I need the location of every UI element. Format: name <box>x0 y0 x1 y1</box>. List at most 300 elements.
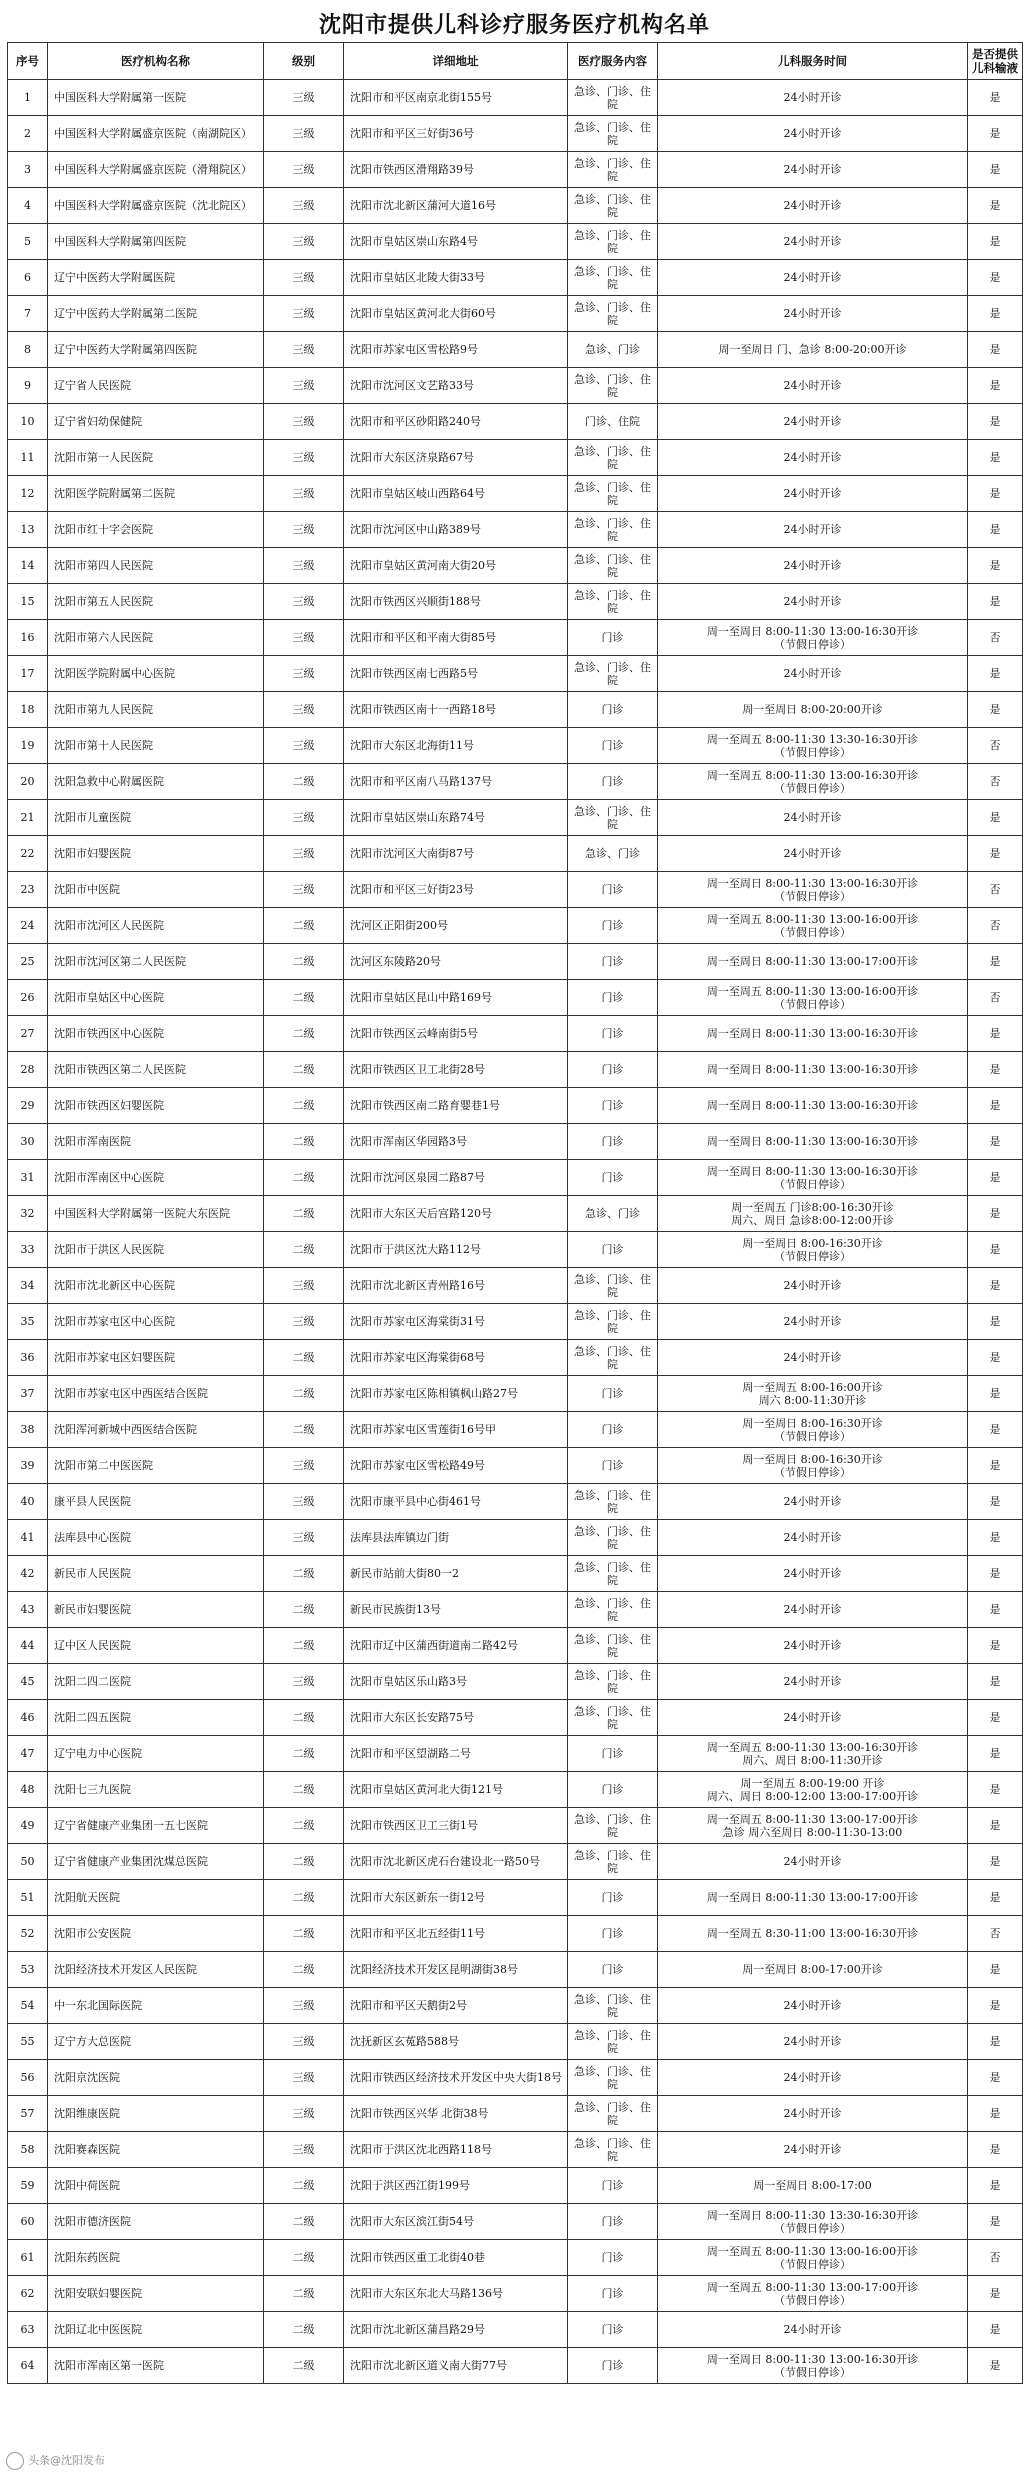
cell-infusion: 否 <box>968 728 1023 764</box>
cell-name: 沈阳市浑南区第一医院 <box>48 2348 264 2384</box>
cell-infusion: 是 <box>968 1664 1023 1700</box>
table-row <box>8 1628 1023 1664</box>
header-services: 医疗服务内容 <box>568 43 658 80</box>
cell-index: 4 <box>8 188 48 224</box>
cell-address: 沈阳市铁西区兴华 北街38号 <box>344 2096 568 2132</box>
cell-index: 15 <box>8 584 48 620</box>
table-row <box>8 2024 1023 2060</box>
table-row <box>8 1268 1023 1304</box>
cell-services: 急诊、门诊、住院 <box>568 1592 658 1628</box>
cell-address: 沈阳市铁西区云峰南街5号 <box>344 1016 568 1052</box>
cell-hours: 周一至周日 8:00-16:30开诊 （节假日停诊） <box>658 1448 968 1484</box>
cell-index: 1 <box>8 80 48 116</box>
cell-name: 沈阳市公安医院 <box>48 1916 264 1952</box>
cell-infusion: 否 <box>968 980 1023 1016</box>
cell-infusion: 是 <box>968 296 1023 332</box>
cell-address: 沈阳市皇姑区乐山路3号 <box>344 1664 568 1700</box>
cell-address: 沈阳市和平区北五经街11号 <box>344 1916 568 1952</box>
cell-index: 39 <box>8 1448 48 1484</box>
cell-level: 三级 <box>264 692 344 728</box>
cell-index: 34 <box>8 1268 48 1304</box>
cell-level: 三级 <box>264 872 344 908</box>
table-row <box>8 296 1023 332</box>
cell-address: 沈河区正阳街200号 <box>344 908 568 944</box>
cell-address: 沈阳市铁西区重工北街40巷 <box>344 2240 568 2276</box>
table-row <box>8 836 1023 872</box>
cell-index: 3 <box>8 152 48 188</box>
cell-level: 三级 <box>264 548 344 584</box>
cell-name: 沈阳市德济医院 <box>48 2204 264 2240</box>
table-row <box>8 1700 1023 1736</box>
table-row <box>8 404 1023 440</box>
cell-level: 三级 <box>264 728 344 764</box>
cell-services: 门诊 <box>568 1052 658 1088</box>
cell-infusion: 是 <box>968 800 1023 836</box>
cell-index: 56 <box>8 2060 48 2096</box>
cell-infusion: 是 <box>968 1628 1023 1664</box>
cell-hours: 周一至周五 8:30-11:00 13:00-16:30开诊 <box>658 1916 968 1952</box>
cell-level: 三级 <box>264 836 344 872</box>
cell-address: 沈阳市沈北新区青州路16号 <box>344 1268 568 1304</box>
cell-services: 急诊、门诊、住院 <box>568 1808 658 1844</box>
table-row <box>8 1052 1023 1088</box>
cell-name: 沈阳市中医院 <box>48 872 264 908</box>
cell-services: 门诊 <box>568 728 658 764</box>
table-row <box>8 1484 1023 1520</box>
cell-index: 43 <box>8 1592 48 1628</box>
cell-index: 14 <box>8 548 48 584</box>
table-row <box>8 872 1023 908</box>
header-hours: 儿科服务时间 <box>658 43 968 80</box>
cell-services: 门诊 <box>568 1952 658 1988</box>
cell-address: 沈阳市皇姑区黄河北大街121号 <box>344 1772 568 1808</box>
table-row <box>8 1376 1023 1412</box>
cell-index: 59 <box>8 2168 48 2204</box>
cell-level: 三级 <box>264 656 344 692</box>
cell-level: 二级 <box>264 908 344 944</box>
cell-name: 辽宁省人民医院 <box>48 368 264 404</box>
cell-name: 沈阳市沈河区人民医院 <box>48 908 264 944</box>
cell-hours: 周一至周日 8:00-16:30开诊 （节假日停诊） <box>658 1232 968 1268</box>
cell-level: 二级 <box>264 1556 344 1592</box>
cell-address: 沈阳市沈河区中山路389号 <box>344 512 568 548</box>
cell-address: 沈阳市苏家屯区雪莲街16号甲 <box>344 1412 568 1448</box>
cell-infusion: 是 <box>968 80 1023 116</box>
header-index: 序号 <box>8 43 48 80</box>
cell-address: 沈阳市皇姑区崇山东路74号 <box>344 800 568 836</box>
cell-address: 新民市站前大街80一2 <box>344 1556 568 1592</box>
table-row <box>8 2168 1023 2204</box>
cell-level: 三级 <box>264 1664 344 1700</box>
cell-name: 辽宁省健康产业集团一五七医院 <box>48 1808 264 1844</box>
cell-name: 中国医科大学附属第四医院 <box>48 224 264 260</box>
cell-hours: 24小时开诊 <box>658 368 968 404</box>
cell-hours: 24小时开诊 <box>658 2096 968 2132</box>
cell-address: 沈阳于洪区西江街199号 <box>344 2168 568 2204</box>
cell-index: 20 <box>8 764 48 800</box>
cell-services: 急诊、门诊、住院 <box>568 2024 658 2060</box>
cell-index: 35 <box>8 1304 48 1340</box>
cell-level: 二级 <box>264 1592 344 1628</box>
cell-hours: 24小时开诊 <box>658 1844 968 1880</box>
cell-level: 三级 <box>264 404 344 440</box>
cell-name: 沈阳京沈医院 <box>48 2060 264 2096</box>
cell-name: 沈阳二四二医院 <box>48 1664 264 1700</box>
cell-address: 沈阳市和平区三好街36号 <box>344 116 568 152</box>
cell-infusion: 是 <box>968 1556 1023 1592</box>
cell-hours: 24小时开诊 <box>658 1304 968 1340</box>
cell-services: 门诊 <box>568 872 658 908</box>
cell-index: 19 <box>8 728 48 764</box>
cell-address: 沈阳市皇姑区北陵大街33号 <box>344 260 568 296</box>
cell-name: 沈阳市第二中医医院 <box>48 1448 264 1484</box>
cell-hours: 周一至周日 8:00-17:00开诊 <box>658 1952 968 1988</box>
cell-services: 门诊 <box>568 1880 658 1916</box>
cell-address: 沈抚新区玄菟路588号 <box>344 2024 568 2060</box>
cell-name: 沈阳安联妇婴医院 <box>48 2276 264 2312</box>
cell-address: 沈阳经济技术开发区昆明湖街38号 <box>344 1952 568 1988</box>
cell-hours: 24小时开诊 <box>658 2024 968 2060</box>
cell-name: 中国医科大学附属第一医院大东医院 <box>48 1196 264 1232</box>
cell-services: 急诊、门诊 <box>568 836 658 872</box>
table-row <box>8 584 1023 620</box>
cell-name: 沈阳七三九医院 <box>48 1772 264 1808</box>
cell-index: 53 <box>8 1952 48 1988</box>
cell-level: 二级 <box>264 1016 344 1052</box>
table-row <box>8 1916 1023 1952</box>
cell-hours: 24小时开诊 <box>658 188 968 224</box>
cell-level: 三级 <box>264 476 344 512</box>
cell-level: 二级 <box>264 1844 344 1880</box>
cell-services: 急诊、门诊、住院 <box>568 80 658 116</box>
cell-index: 55 <box>8 2024 48 2060</box>
cell-name: 沈阳市儿童医院 <box>48 800 264 836</box>
cell-services: 急诊、门诊、住院 <box>568 1664 658 1700</box>
cell-address: 沈阳市铁西区卫工北街28号 <box>344 1052 568 1088</box>
cell-address: 沈阳市铁西区南十一西路18号 <box>344 692 568 728</box>
cell-level: 三级 <box>264 2024 344 2060</box>
cell-address: 沈阳市和平区砂阳路240号 <box>344 404 568 440</box>
cell-address: 沈阳市和平区天鹅街2号 <box>344 1988 568 2024</box>
cell-index: 2 <box>8 116 48 152</box>
cell-hours: 24小时开诊 <box>658 656 968 692</box>
cell-hours: 24小时开诊 <box>658 440 968 476</box>
cell-services: 急诊、门诊、住院 <box>568 800 658 836</box>
cell-hours: 周一至周日 8:00-11:30 13:00-17:00开诊 <box>658 944 968 980</box>
cell-address: 沈阳市苏家屯区陈相镇枫山路27号 <box>344 1376 568 1412</box>
cell-address: 沈阳市于洪区沈北西路118号 <box>344 2132 568 2168</box>
cell-infusion: 是 <box>968 1808 1023 1844</box>
cell-name: 法库县中心医院 <box>48 1520 264 1556</box>
cell-hours: 周一至周五 8:00-11:30 13:00-16:30开诊 （节假日停诊） <box>658 764 968 800</box>
cell-services: 门诊 <box>568 1016 658 1052</box>
cell-level: 二级 <box>264 2204 344 2240</box>
cell-name: 沈阳市第一人民医院 <box>48 440 264 476</box>
cell-index: 50 <box>8 1844 48 1880</box>
cell-hours: 24小时开诊 <box>658 80 968 116</box>
cell-index: 9 <box>8 368 48 404</box>
cell-level: 二级 <box>264 2312 344 2348</box>
cell-name: 辽宁中医药大学附属医院 <box>48 260 264 296</box>
cell-index: 22 <box>8 836 48 872</box>
cell-index: 45 <box>8 1664 48 1700</box>
cell-index: 13 <box>8 512 48 548</box>
cell-infusion: 是 <box>968 836 1023 872</box>
cell-hours: 24小时开诊 <box>658 1700 968 1736</box>
cell-infusion: 是 <box>968 260 1023 296</box>
cell-index: 33 <box>8 1232 48 1268</box>
cell-index: 26 <box>8 980 48 1016</box>
cell-hours: 周一至周五 8:00-11:30 13:00-17:00开诊 （节假日停诊） <box>658 2276 968 2312</box>
cell-address: 沈阳市皇姑区黄河北大街60号 <box>344 296 568 332</box>
cell-level: 三级 <box>264 188 344 224</box>
cell-infusion: 是 <box>968 1772 1023 1808</box>
cell-name: 沈阳市第六人民医院 <box>48 620 264 656</box>
cell-infusion: 是 <box>968 1304 1023 1340</box>
cell-hours: 24小时开诊 <box>658 476 968 512</box>
table-row <box>8 1880 1023 1916</box>
cell-infusion: 是 <box>968 944 1023 980</box>
table-row <box>8 548 1023 584</box>
cell-hours: 周一至周五 8:00-11:30 13:00-16:00开诊 （节假日停诊） <box>658 2240 968 2276</box>
watermark-text: 头条@沈阳发布 <box>28 2454 105 2467</box>
cell-services: 门诊 <box>568 1160 658 1196</box>
cell-services: 门诊 <box>568 1736 658 1772</box>
cell-index: 32 <box>8 1196 48 1232</box>
cell-services: 门诊 <box>568 2312 658 2348</box>
header-infusion: 是否提供儿科输液 <box>968 43 1023 80</box>
cell-index: 27 <box>8 1016 48 1052</box>
cell-level: 三级 <box>264 512 344 548</box>
cell-name: 沈阳东药医院 <box>48 2240 264 2276</box>
cell-index: 21 <box>8 800 48 836</box>
cell-name: 中国医科大学附属第一医院 <box>48 80 264 116</box>
cell-infusion: 是 <box>968 404 1023 440</box>
cell-name: 沈阳急救中心附属医院 <box>48 764 264 800</box>
cell-name: 沈阳市第十人民医院 <box>48 728 264 764</box>
cell-name: 沈阳市于洪区人民医院 <box>48 1232 264 1268</box>
cell-services: 急诊、门诊、住院 <box>568 548 658 584</box>
cell-name: 沈阳航天医院 <box>48 1880 264 1916</box>
table-row <box>8 2276 1023 2312</box>
cell-address: 沈阳市沈河区文艺路33号 <box>344 368 568 404</box>
cell-level: 三级 <box>264 260 344 296</box>
cell-infusion: 是 <box>968 1952 1023 1988</box>
cell-address: 沈阳市沈河区泉园二路87号 <box>344 1160 568 1196</box>
cell-hours: 周一至周日 8:00-11:30 13:00-16:30开诊 <box>658 1016 968 1052</box>
cell-services: 急诊、门诊、住院 <box>568 2096 658 2132</box>
cell-level: 三级 <box>264 224 344 260</box>
cell-index: 57 <box>8 2096 48 2132</box>
cell-services: 门诊 <box>568 944 658 980</box>
cell-index: 6 <box>8 260 48 296</box>
cell-index: 36 <box>8 1340 48 1376</box>
cell-name: 沈阳市浑南区中心医院 <box>48 1160 264 1196</box>
table-row <box>8 1124 1023 1160</box>
cell-services: 急诊、门诊、住院 <box>568 224 658 260</box>
cell-level: 二级 <box>264 1808 344 1844</box>
cell-address: 沈阳市铁西区南七西路5号 <box>344 656 568 692</box>
table-row <box>8 476 1023 512</box>
cell-services: 急诊、门诊、住院 <box>568 476 658 512</box>
cell-index: 12 <box>8 476 48 512</box>
cell-name: 中国医科大学附属盛京医院（南湖院区） <box>48 116 264 152</box>
cell-hours: 24小时开诊 <box>658 836 968 872</box>
table-row <box>8 1664 1023 1700</box>
cell-name: 沈阳医学院附属中心医院 <box>48 656 264 692</box>
cell-infusion: 否 <box>968 620 1023 656</box>
cell-hours: 24小时开诊 <box>658 2312 968 2348</box>
cell-infusion: 是 <box>968 2096 1023 2132</box>
table-row <box>8 1412 1023 1448</box>
table-row <box>8 260 1023 296</box>
cell-hours: 24小时开诊 <box>658 1664 968 1700</box>
cell-infusion: 否 <box>968 908 1023 944</box>
cell-level: 三级 <box>264 584 344 620</box>
cell-index: 16 <box>8 620 48 656</box>
cell-services: 急诊、门诊、住院 <box>568 2060 658 2096</box>
cell-level: 二级 <box>264 1952 344 1988</box>
cell-infusion: 是 <box>968 692 1023 728</box>
header-address: 详细地址 <box>344 43 568 80</box>
table-row <box>8 1232 1023 1268</box>
cell-index: 41 <box>8 1520 48 1556</box>
table-row <box>8 2348 1023 2384</box>
cell-infusion: 是 <box>968 1268 1023 1304</box>
cell-infusion: 否 <box>968 872 1023 908</box>
cell-hours: 周一至周五 8:00-11:30 13:00-16:00开诊 （节假日停诊） <box>658 980 968 1016</box>
cell-services: 急诊、门诊、住院 <box>568 1700 658 1736</box>
cell-name: 沈阳市铁西区中心医院 <box>48 1016 264 1052</box>
cell-level: 三级 <box>264 152 344 188</box>
cell-level: 二级 <box>264 944 344 980</box>
table-row <box>8 908 1023 944</box>
cell-services: 急诊、门诊、住院 <box>568 1520 658 1556</box>
table-row <box>8 656 1023 692</box>
cell-services: 门诊 <box>568 1448 658 1484</box>
cell-services: 门诊 <box>568 980 658 1016</box>
cell-address: 沈阳市铁西区兴顺街188号 <box>344 584 568 620</box>
cell-infusion: 是 <box>968 656 1023 692</box>
cell-index: 17 <box>8 656 48 692</box>
cell-infusion: 是 <box>968 1124 1023 1160</box>
cell-hours: 24小时开诊 <box>658 1628 968 1664</box>
cell-services: 门诊 <box>568 1124 658 1160</box>
cell-services: 门诊 <box>568 764 658 800</box>
cell-services: 急诊、门诊、住院 <box>568 584 658 620</box>
cell-hours: 24小时开诊 <box>658 2060 968 2096</box>
table-row <box>8 2060 1023 2096</box>
table-row <box>8 1520 1023 1556</box>
cell-name: 康平县人民医院 <box>48 1484 264 1520</box>
cell-level: 二级 <box>264 1232 344 1268</box>
cell-address: 沈阳市苏家屯区雪松路49号 <box>344 1448 568 1484</box>
cell-infusion: 是 <box>968 1880 1023 1916</box>
cell-level: 三级 <box>264 116 344 152</box>
cell-address: 沈阳市大东区济泉路67号 <box>344 440 568 476</box>
cell-level: 二级 <box>264 1376 344 1412</box>
cell-infusion: 是 <box>968 1016 1023 1052</box>
cell-infusion: 否 <box>968 2240 1023 2276</box>
cell-hours: 周一至周日 8:00-11:30 13:00-16:30开诊 （节假日停诊） <box>658 2348 968 2384</box>
cell-services: 急诊、门诊、住院 <box>568 1988 658 2024</box>
cell-name: 沈阳市沈河区第二人民医院 <box>48 944 264 980</box>
cell-level: 二级 <box>264 1916 344 1952</box>
table-row <box>8 1808 1023 1844</box>
table-row <box>8 728 1023 764</box>
table-row <box>8 1988 1023 2024</box>
table-row <box>8 440 1023 476</box>
cell-services: 门诊 <box>568 2168 658 2204</box>
table-row <box>8 1556 1023 1592</box>
cell-infusion: 是 <box>968 1592 1023 1628</box>
cell-name: 沈阳市浑南医院 <box>48 1124 264 1160</box>
cell-address: 沈阳市大东区北海街11号 <box>344 728 568 764</box>
cell-index: 5 <box>8 224 48 260</box>
cell-index: 49 <box>8 1808 48 1844</box>
cell-level: 三级 <box>264 80 344 116</box>
cell-level: 三级 <box>264 296 344 332</box>
cell-infusion: 是 <box>968 2204 1023 2240</box>
table-row <box>8 1844 1023 1880</box>
table-row <box>8 944 1023 980</box>
cell-level: 二级 <box>264 2240 344 2276</box>
cell-services: 门诊 <box>568 2348 658 2384</box>
cell-address: 沈阳市铁西区南二路育婴巷1号 <box>344 1088 568 1124</box>
cell-name: 沈阳市第五人民医院 <box>48 584 264 620</box>
cell-services: 急诊、门诊、住院 <box>568 2132 658 2168</box>
cell-address: 沈阳市和平区南京北街155号 <box>344 80 568 116</box>
cell-level: 二级 <box>264 764 344 800</box>
cell-address: 沈河区东陵路20号 <box>344 944 568 980</box>
cell-level: 二级 <box>264 980 344 1016</box>
cell-name: 沈阳市苏家屯区妇婴医院 <box>48 1340 264 1376</box>
cell-name: 中一东北国际医院 <box>48 1988 264 2024</box>
cell-index: 18 <box>8 692 48 728</box>
table-row <box>8 800 1023 836</box>
cell-name: 辽宁方大总医院 <box>48 2024 264 2060</box>
cell-address: 沈阳市皇姑区黄河南大街20号 <box>344 548 568 584</box>
cell-index: 47 <box>8 1736 48 1772</box>
cell-hours: 24小时开诊 <box>658 152 968 188</box>
hospital-table <box>7 42 1023 2384</box>
cell-level: 三级 <box>264 2096 344 2132</box>
cell-services: 急诊、门诊 <box>568 332 658 368</box>
cell-services: 门诊 <box>568 1916 658 1952</box>
table-row <box>8 2096 1023 2132</box>
cell-address: 沈阳市沈北新区虎石台建设北一路50号 <box>344 1844 568 1880</box>
cell-hours: 周一至周五 8:00-11:30 13:00-16:30开诊 周六、周日 8:00-11:30开诊 <box>658 1736 968 1772</box>
cell-hours: 24小时开诊 <box>658 1592 968 1628</box>
cell-services: 急诊、门诊、住院 <box>568 1340 658 1376</box>
cell-name: 中国医科大学附属盛京医院（沈北院区） <box>48 188 264 224</box>
cell-address: 沈阳市铁西区经济技术开发区中央大街18号 <box>344 2060 568 2096</box>
cell-infusion: 是 <box>968 188 1023 224</box>
cell-services: 门诊 <box>568 1088 658 1124</box>
header-name: 医疗机构名称 <box>48 43 264 80</box>
cell-level: 三级 <box>264 1448 344 1484</box>
cell-index: 62 <box>8 2276 48 2312</box>
cell-hours: 周一至周日 8:00-11:30 13:00-17:00开诊 <box>658 1880 968 1916</box>
cell-services: 急诊、门诊、住院 <box>568 188 658 224</box>
cell-infusion: 是 <box>968 1376 1023 1412</box>
cell-address: 沈阳市沈北新区蒲昌路29号 <box>344 2312 568 2348</box>
table-row <box>8 188 1023 224</box>
cell-infusion: 是 <box>968 2132 1023 2168</box>
table-row <box>8 80 1023 116</box>
cell-name: 沈阳经济技术开发区人民医院 <box>48 1952 264 1988</box>
cell-name: 沈阳辽北中医医院 <box>48 2312 264 2348</box>
